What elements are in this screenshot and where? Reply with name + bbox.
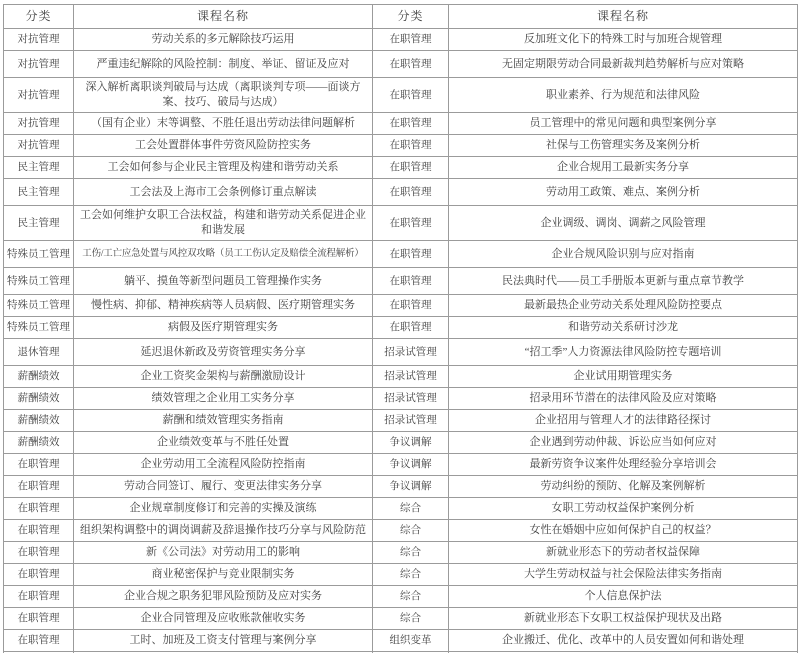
course-name-cell-right: 职业素养、行为规范和法律风险 [449,78,798,113]
category-cell-right: 招录试管理 [373,339,449,366]
course-name-cell-right: 劳动纠纷的预防、化解及案例解析 [449,476,798,498]
course-name-cell-left: （国有企业）末等调整、不胜任退出劳动法律问题解析 [74,113,373,135]
course-name-cell-left: 企业合规之职务犯罪风险预防及应对实务 [74,586,373,608]
category-cell-right: 在职管理 [373,78,449,113]
course-name-cell-left: 劳动合同签订、履行、变更法律实务分享 [74,476,373,498]
category-cell-left: 在职管理 [4,630,74,652]
category-cell-left: 在职管理 [4,454,74,476]
category-cell-left: 在职管理 [4,520,74,542]
course-name-cell-right: 企业招用与管理人才的法律路径探讨 [449,410,798,432]
course-name-cell-right: “招工季”人力资源法律风险防控专题培训 [449,339,798,366]
course-name-cell-left: 工会处置群体事件劳资风险防控实务 [74,135,373,157]
category-cell-left: 民主管理 [4,206,74,241]
table-row [4,51,798,78]
category-cell-right: 在职管理 [373,268,449,295]
column-header-category-right: 分类 [373,5,449,29]
table-body [4,29,798,653]
category-cell-right: 在职管理 [373,317,449,339]
course-name-cell-right: 民法典时代——员工手册版本更新与重点章节教学 [449,268,798,295]
category-cell-left: 在职管理 [4,564,74,586]
course-name-cell-left: 企业规章制度修订和完善的实操及演练 [74,498,373,520]
category-cell-left: 民主管理 [4,179,74,206]
course-name-cell-left: 严重违纪解除的风险控制：制度、举证、留证及应对 [74,51,373,78]
category-cell-right: 在职管理 [373,241,449,268]
category-cell-right: 在职管理 [373,135,449,157]
category-cell-right: 在职管理 [373,51,449,78]
course-name-cell-right: 大学生劳动权益与社会保险法律实务指南 [449,564,798,586]
category-cell-right: 招录试管理 [373,410,449,432]
course-name-cell-left: 商业秘密保护与竞业限制实务 [74,564,373,586]
category-cell-right: 争议调解 [373,432,449,454]
table-row [4,410,798,432]
course-name-cell-right: 企业搬迁、优化、改革中的人员安置如何和谐处理 [449,630,798,652]
category-cell-right: 在职管理 [373,206,449,241]
column-header-course-right: 课程名称 [449,5,798,29]
course-name-cell-left: 工会如何维护女职工合法权益，构建和谐劳动关系促进企业和谐发展 [74,206,373,241]
course-name-cell-left: 深入解析离职谈判破局与达成（离职谈判专项——面谈方案、技巧、破局与达成） [74,78,373,113]
table-row [4,179,798,206]
category-cell-right: 招录试管理 [373,388,449,410]
course-name-cell-right: 企业合规用工最新实务分享 [449,157,798,179]
table-row [4,630,798,652]
course-name-cell-left: 工伤/工亡应急处置与风控双攻略（员工工伤认定及赔偿全流程解析） [74,241,373,268]
table-row [4,520,798,542]
category-cell-left: 薪酬绩效 [4,388,74,410]
course-name-cell-right: 最新最热企业劳动关系处理风险防控要点 [449,295,798,317]
course-table [3,4,798,653]
course-name-cell-left: 工时、加班及工资支付管理与案例分享 [74,630,373,652]
category-cell-right: 综合 [373,542,449,564]
category-cell-right: 在职管理 [373,157,449,179]
category-cell-left: 对抗管理 [4,113,74,135]
category-cell-left: 薪酬绩效 [4,410,74,432]
table-row [4,78,798,113]
category-cell-left: 退休管理 [4,339,74,366]
course-name-cell-right: 企业遇到劳动仲裁、诉讼应当如何应对 [449,432,798,454]
category-cell-left: 在职管理 [4,476,74,498]
course-name-cell-right: 企业试用期管理实务 [449,366,798,388]
column-header-course-left: 课程名称 [74,5,373,29]
table-row [4,432,798,454]
table-row [4,608,798,630]
category-cell-right: 争议调解 [373,454,449,476]
course-name-cell-right: 最新劳资争议案件处理经验分享培训会 [449,454,798,476]
table-row [4,339,798,366]
table-row [4,366,798,388]
course-name-cell-left: 躺平、摸鱼等新型问题员工管理操作实务 [74,268,373,295]
table-row [4,29,798,51]
course-name-cell-left: 慢性病、抑郁、精神疾病等人员病假、医疗期管理实务 [74,295,373,317]
course-name-cell-left: 企业合同管理及应收账款催收实务 [74,608,373,630]
category-cell-left: 薪酬绩效 [4,366,74,388]
course-name-cell-right: 反加班文化下的特殊工时与加班合规管理 [449,29,798,51]
category-cell-right: 在职管理 [373,113,449,135]
course-name-cell-left: 企业绩效变革与不胜任处置 [74,432,373,454]
course-name-cell-left: 绩效管理之企业用工实务分享 [74,388,373,410]
table-row [4,586,798,608]
course-name-cell-right: 企业调级、调岗、调薪之风险管理 [449,206,798,241]
table-row [4,317,798,339]
table-row [4,454,798,476]
category-cell-left: 在职管理 [4,608,74,630]
table-header [4,5,798,29]
course-name-cell-left: 组织架构调整中的调岗调薪及辞退操作技巧分享与风险防范 [74,520,373,542]
category-cell-right: 争议调解 [373,476,449,498]
course-name-cell-left: 新《公司法》对劳动用工的影响 [74,542,373,564]
category-cell-left: 薪酬绩效 [4,432,74,454]
course-name-cell-left: 企业劳动用工全流程风险防控指南 [74,454,373,476]
column-header-category-left: 分类 [4,5,74,29]
table-row [4,113,798,135]
category-cell-left: 在职管理 [4,586,74,608]
table-row [4,388,798,410]
category-cell-left: 特殊员工管理 [4,295,74,317]
table-row [4,268,798,295]
category-cell-right: 综合 [373,608,449,630]
category-cell-right: 综合 [373,564,449,586]
course-name-cell-right: 女职工劳动权益保护案例分析 [449,498,798,520]
category-cell-right: 综合 [373,586,449,608]
category-cell-right: 组织变革 [373,630,449,652]
category-cell-left: 对抗管理 [4,135,74,157]
course-name-cell-right: 招录用环节潜在的法律风险及应对策略 [449,388,798,410]
category-cell-left: 在职管理 [4,542,74,564]
course-name-cell-left: 工会如何参与企业民主管理及构建和谐劳动关系 [74,157,373,179]
course-name-cell-right: 企业合规风险识别与应对指南 [449,241,798,268]
table-row [4,542,798,564]
table-row [4,564,798,586]
table-row [4,135,798,157]
category-cell-left: 特殊员工管理 [4,268,74,295]
course-name-cell-right: 女性在婚姻中应如何保护自己的权益？ [449,520,798,542]
course-name-cell-left: 薪酬和绩效管理实务指南 [74,410,373,432]
header-row [4,5,798,29]
table-row [4,157,798,179]
table-row [4,498,798,520]
category-cell-right: 综合 [373,498,449,520]
category-cell-left: 对抗管理 [4,51,74,78]
course-name-cell-left: 劳动关系的多元解除技巧运用 [74,29,373,51]
course-name-cell-right: 员工管理中的常见问题和典型案例分享 [449,113,798,135]
table-row [4,241,798,268]
course-name-cell-left: 工会法及上海市工会条例修订重点解读 [74,179,373,206]
course-name-cell-right: 新就业形态下的劳动者权益保障 [449,542,798,564]
table-row [4,206,798,241]
category-cell-right: 招录试管理 [373,366,449,388]
category-cell-left: 对抗管理 [4,78,74,113]
course-name-cell-right: 无固定期限劳动合同最新裁判趋势解析与应对策略 [449,51,798,78]
table-row [4,476,798,498]
course-name-cell-right: 和谐劳动关系研讨沙龙 [449,317,798,339]
table-row [4,295,798,317]
course-name-cell-right: 劳动用工政策、难点、案例分析 [449,179,798,206]
course-name-cell-right: 个人信息保护法 [449,586,798,608]
course-name-cell-left: 企业工资奖金架构与薪酬激励设计 [74,366,373,388]
course-name-cell-left: 延迟退休新政及劳资管理实务分享 [74,339,373,366]
course-name-cell-right: 新就业形态下女职工权益保护现状及出路 [449,608,798,630]
category-cell-right: 在职管理 [373,179,449,206]
category-cell-right: 在职管理 [373,29,449,51]
category-cell-left: 特殊员工管理 [4,241,74,268]
category-cell-left: 对抗管理 [4,29,74,51]
category-cell-left: 特殊员工管理 [4,317,74,339]
course-name-cell-left: 病假及医疗期管理实务 [74,317,373,339]
category-cell-left: 民主管理 [4,157,74,179]
category-cell-right: 综合 [373,520,449,542]
course-name-cell-right: 社保与工伤管理实务及案例分析 [449,135,798,157]
category-cell-right: 在职管理 [373,295,449,317]
category-cell-left: 在职管理 [4,498,74,520]
